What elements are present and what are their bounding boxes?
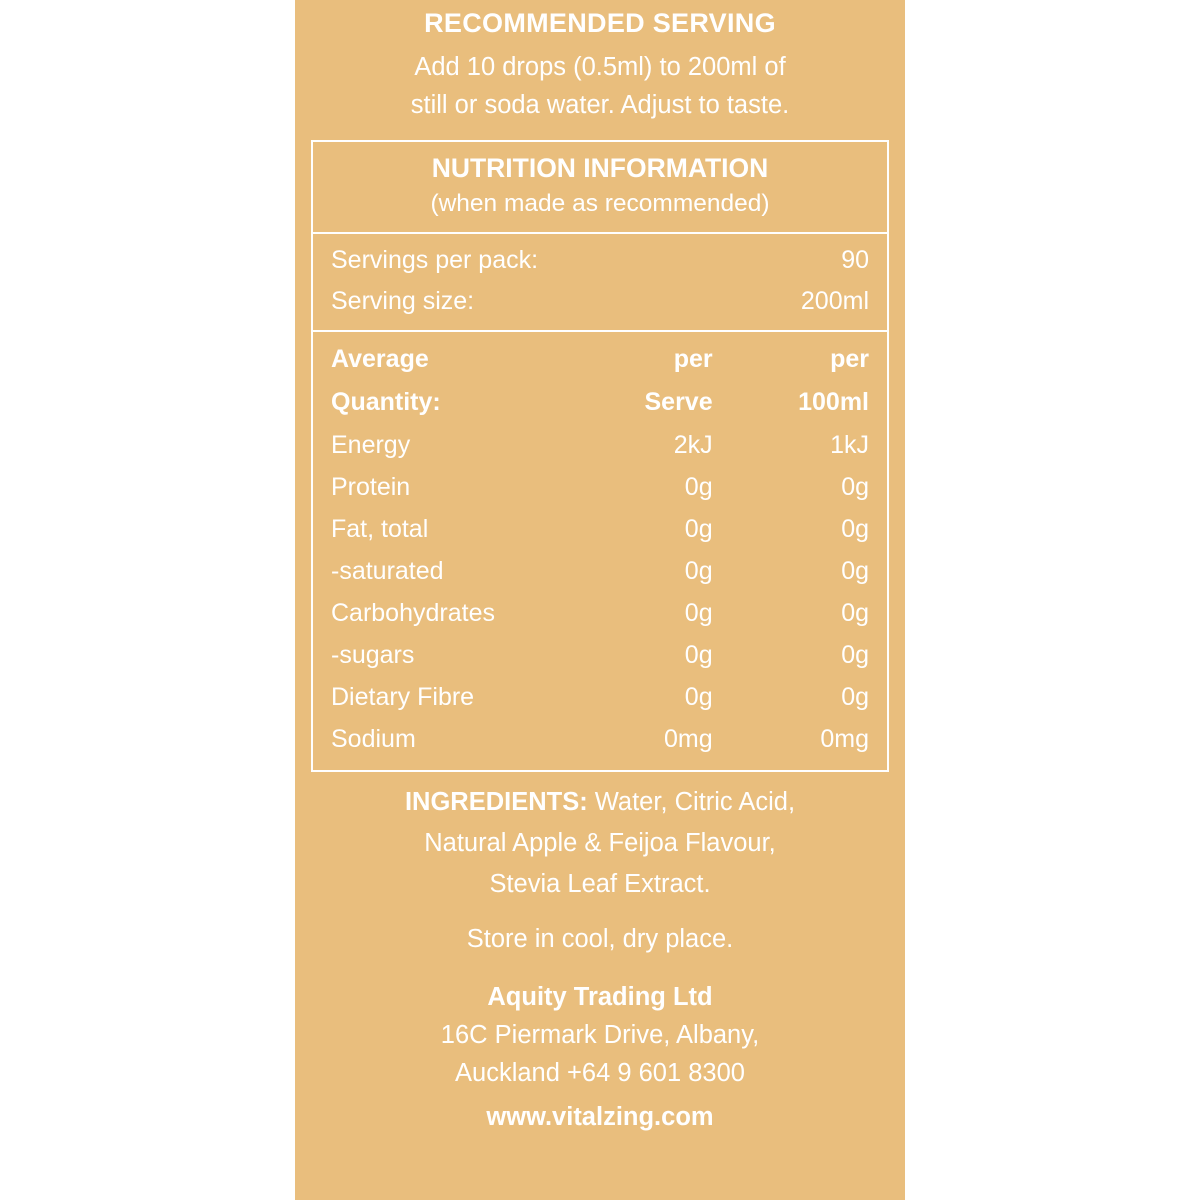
col-per-serve-line2: Serve <box>644 388 713 416</box>
ingredients-section <box>295 772 905 960</box>
row-per100: 0g <box>841 683 869 711</box>
row-name: Dietary Fibre <box>331 683 475 711</box>
row-serve: 0g <box>684 599 713 627</box>
row-per100: 0g <box>841 641 869 669</box>
row-per100: 1kJ <box>830 431 869 459</box>
row-name: Carbohydrates <box>331 599 495 627</box>
row-name: Fat, total <box>331 515 429 543</box>
recommended-serving-line-1: Add 10 drops (0.5ml) to 200ml of <box>414 53 786 81</box>
table-header-row-2 <box>331 381 869 424</box>
ingredients-line-1 <box>315 782 885 823</box>
table-row <box>331 718 869 760</box>
servings-per-pack-row <box>331 240 869 281</box>
servings-per-pack-value: 90 <box>841 246 869 274</box>
table-header-row-1 <box>331 338 869 381</box>
col-per-serve-line1: per <box>673 345 713 373</box>
row-serve: 0g <box>684 473 713 501</box>
recommended-serving-section <box>295 0 905 134</box>
row-serve: 0g <box>684 515 713 543</box>
nutrition-subtitle: (when made as recommended) <box>430 190 770 217</box>
col-average-line2: Quantity: <box>331 388 441 416</box>
row-name: Energy <box>331 431 411 459</box>
row-name: Protein <box>331 473 411 501</box>
row-per100: 0g <box>841 599 869 627</box>
row-serve: 0mg <box>663 725 713 753</box>
company-website[interactable]: www.vitalzing.com <box>486 1103 714 1131</box>
ingredients-line-3: Stevia Leaf Extract. <box>489 870 711 898</box>
row-serve: 2kJ <box>673 431 713 459</box>
table-row <box>331 508 869 550</box>
table-row <box>331 634 869 676</box>
nutrition-information-box <box>311 140 889 772</box>
row-per100: 0g <box>841 473 869 501</box>
company-address-line-1: 16C Piermark Drive, Albany, <box>440 1021 760 1049</box>
row-per100: 0g <box>841 515 869 543</box>
row-name: Sodium <box>331 725 416 753</box>
row-per100: 0g <box>841 557 869 585</box>
row-per100: 0mg <box>820 725 869 753</box>
ingredients-line-2: Natural Apple & Feijoa Flavour, <box>424 829 776 857</box>
table-row <box>331 466 869 508</box>
recommended-serving-title: RECOMMENDED SERVING <box>424 8 776 38</box>
row-serve: 0g <box>684 683 713 711</box>
servings-summary <box>313 234 887 332</box>
ingredients-first-items: Water, Citric Acid, <box>587 788 796 816</box>
company-details <box>295 978 905 1136</box>
company-name: Aquity Trading Ltd <box>487 983 713 1011</box>
row-name: -saturated <box>331 557 444 585</box>
servings-per-pack-label: Servings per pack: <box>331 246 539 274</box>
serving-size-label: Serving size: <box>331 287 475 315</box>
storage-instructions: Store in cool, dry place. <box>466 925 734 953</box>
nutrition-table <box>331 338 869 760</box>
nutrition-table-section <box>313 332 887 770</box>
table-row <box>331 424 869 466</box>
col-per-100ml-line2: 100ml <box>798 388 869 416</box>
serving-size-row <box>331 281 869 322</box>
table-row <box>331 550 869 592</box>
col-per-100ml-line1: per <box>830 345 869 373</box>
recommended-serving-line-2: still or soda water. Adjust to taste. <box>410 91 790 119</box>
row-serve: 0g <box>684 641 713 669</box>
nutrition-title: NUTRITION INFORMATION <box>431 153 769 183</box>
ingredients-label: INGREDIENTS: <box>404 788 588 816</box>
nutrition-header <box>313 142 887 234</box>
table-row <box>331 676 869 718</box>
row-name: -sugars <box>331 641 415 669</box>
company-address-line-2: Auckland +64 9 601 8300 <box>455 1059 745 1087</box>
row-serve: 0g <box>684 557 713 585</box>
product-label-panel <box>295 0 905 1200</box>
serving-size-value: 200ml <box>800 287 869 315</box>
table-row <box>331 592 869 634</box>
col-average-line1: Average <box>331 345 429 373</box>
